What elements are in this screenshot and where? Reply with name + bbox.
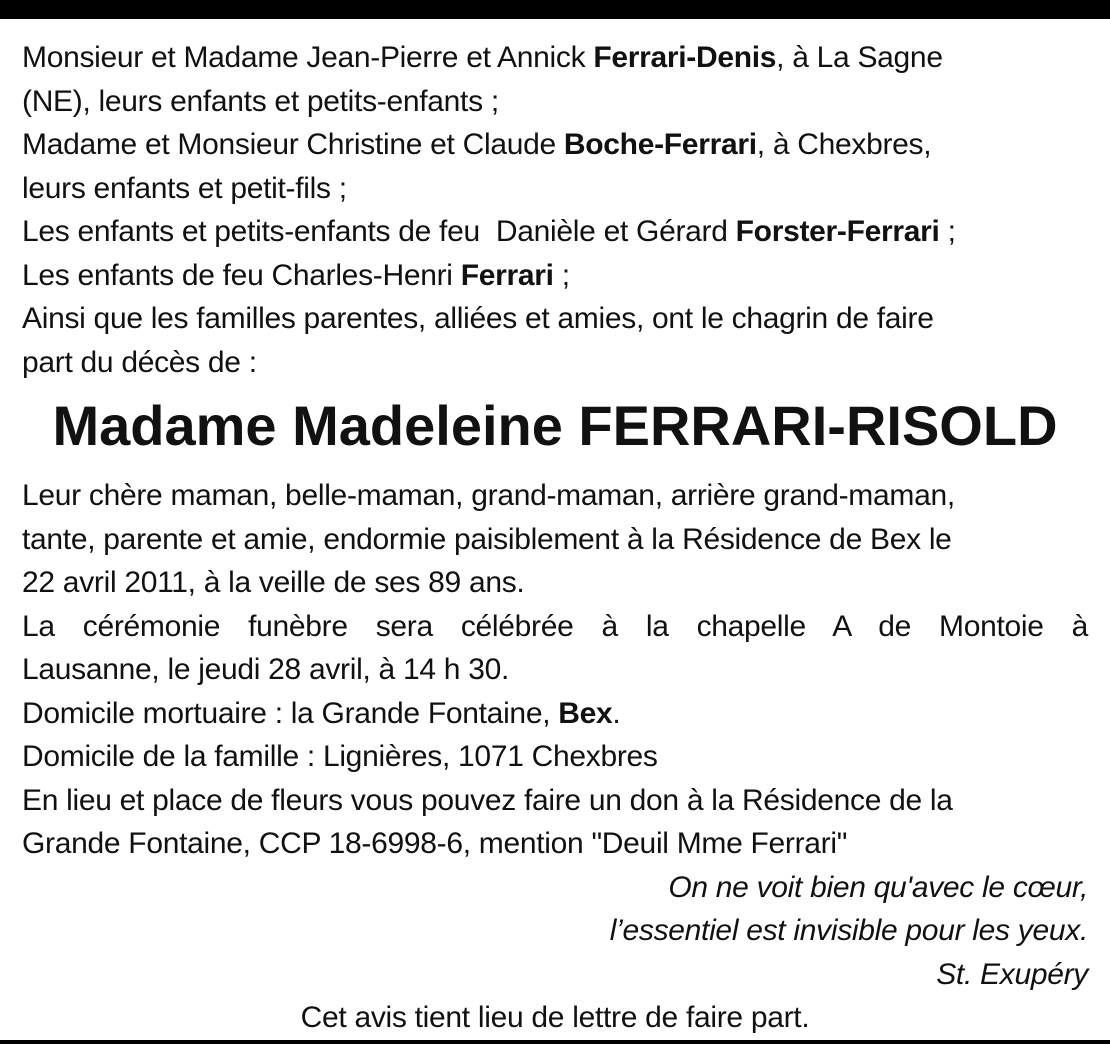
family-text: , à Chexbres, — [756, 128, 932, 161]
family-line: leurs enfants et petit-fils ; — [22, 171, 347, 205]
family-text: , à La Sagne — [776, 41, 943, 74]
body-line: Leur chère maman, belle-maman, grand-maman, arrière grand-maman, — [22, 479, 955, 512]
family-line: Ainsi que les familles parentes, alliées et amies, ont le chagrin de faire — [22, 302, 934, 335]
family-line — [22, 254, 1088, 298]
family-line — [22, 36, 1088, 80]
family-name: Ferrari — [460, 258, 554, 292]
body-line: En lieu et place de fleurs vous pouvez faire un don à la Résidence de la — [22, 783, 953, 817]
mortuary-town: Bex — [558, 696, 613, 730]
quote-line: On ne voit bien qu'avec le cœur, — [668, 870, 1088, 904]
body-line: Grande Fontaine, CCP 18-6998-6, mention "Deuil Mme Ferrari" — [22, 827, 848, 860]
quote-line: l’essentiel est invisible pour les yeux. — [609, 914, 1088, 947]
obituary-notice — [22, 36, 1088, 1040]
mortuary-text: Domicile mortuaire : la Grande Fontaine, — [22, 696, 559, 730]
family-address: Domicile de la famille : Lignières, 1071 Chexbres — [22, 740, 658, 773]
body-line: tante, parente et amie, endormie paisiblement à la Résidence de Bex le — [22, 522, 952, 556]
family-line — [22, 123, 1088, 167]
top-border-rule — [0, 0, 1110, 19]
body-line: La cérémonie funèbre sera célébrée à la chapelle A de Montoie à — [22, 609, 1088, 643]
deceased-name-heading: Madame Madeleine FERRARI-RISOLD — [52, 394, 1058, 457]
mortuary-text: . — [612, 696, 621, 730]
family-name: Ferrari-Denis — [593, 41, 777, 74]
body-line: Lausanne, le jeudi 28 avril, à 14 h 30. — [22, 653, 509, 686]
quote-author: St. Exupéry — [936, 957, 1088, 991]
family-line: part du décès de : — [22, 345, 257, 379]
family-line — [22, 210, 1088, 254]
family-name: Boche-Ferrari — [563, 128, 757, 161]
family-text: Madame et Monsieur Christine et Claude — [22, 128, 564, 161]
bottom-border-rule — [0, 1040, 1110, 1044]
family-line: (NE), leurs enfants et petits-enfants ; — [22, 84, 499, 118]
family-text: ; — [939, 215, 956, 248]
family-text: Les enfants et petits-enfants de feu Danièle et Gérard — [22, 215, 736, 248]
family-name: Forster-Ferrari — [735, 215, 940, 248]
body-line: 22 avril 2011, à la veille de ses 89 ans. — [22, 566, 525, 599]
family-text: Monsieur et Madame Jean-Pierre et Annick — [22, 41, 594, 74]
mortuary-address — [22, 692, 1088, 736]
closing-note: Cet avis tient lieu de lettre de faire part. — [300, 1001, 810, 1034]
family-text: ; — [553, 258, 570, 292]
family-text: Les enfants de feu Charles-Henri — [22, 258, 461, 292]
